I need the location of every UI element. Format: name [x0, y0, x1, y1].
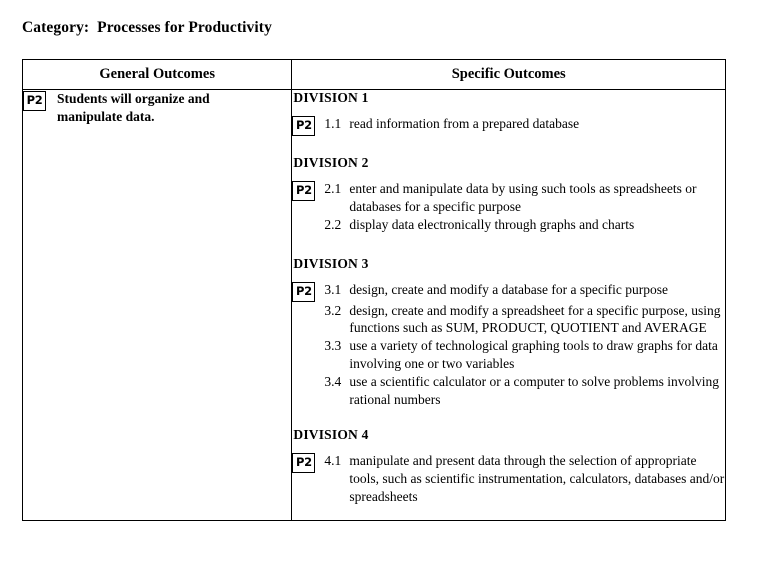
- general-outcome-text: Students will organize and manipulate data.: [57, 91, 210, 124]
- column-header-general-outcomes: General Outcomes: [23, 60, 292, 90]
- outcome-badge-column: [292, 216, 315, 237]
- table-header-row: [23, 60, 726, 90]
- p2-badge-icon: P2: [292, 282, 315, 302]
- outcome-number: 1.1: [324, 116, 342, 131]
- general-outcomes-cell: [23, 90, 292, 521]
- badge-spacer: [292, 374, 315, 394]
- outcome-row: [292, 302, 725, 338]
- badge-spacer: [292, 303, 315, 323]
- division-heading: DIVISION 1: [293, 90, 369, 105]
- outcome-row: [292, 216, 725, 237]
- division-heading: DIVISION 2: [293, 155, 369, 170]
- outcome-text: use a variety of technological graphing tools to draw graphs for data involving one or two variables: [349, 338, 718, 371]
- division-heading: DIVISION 4: [293, 427, 369, 443]
- badge-spacer: [292, 338, 315, 358]
- outcome-text: enter and manipulate data by using such tools as spreadsheets or databases for a specific purpose: [349, 181, 697, 214]
- p2-badge-icon: P2: [292, 116, 315, 136]
- outcome-row: [292, 180, 725, 216]
- outcome-badge-column: [292, 452, 315, 473]
- division-block: [292, 90, 725, 136]
- outcome-number: 3.2: [324, 302, 342, 318]
- column-header-specific-outcomes: Specific Outcomes: [292, 60, 726, 90]
- outcomes-table: [22, 59, 726, 521]
- outcome-number: 2.1: [324, 181, 342, 196]
- general-outcome-badge-wrap: [23, 90, 46, 111]
- outcome-text: design, create and modify a database for a specific purpose: [349, 281, 668, 297]
- general-outcome-item: [23, 90, 291, 125]
- division-block: [292, 155, 725, 237]
- badge-spacer: [292, 217, 315, 237]
- outcome-badge-column: [292, 115, 315, 136]
- division-block: [292, 256, 725, 409]
- outcome-row: [292, 115, 725, 136]
- outcome-row: [292, 373, 725, 409]
- divisions-container: [292, 90, 725, 506]
- outcome-text: manipulate and present data through the selection of appropriate tools, such as scientific instrumentation, calculators, databases and/or spreadsheets: [349, 453, 725, 504]
- division-heading: DIVISION 3: [293, 255, 369, 271]
- page-title: Category: Processes for Productivity: [22, 19, 272, 36]
- outcome-badge-column: [292, 180, 315, 201]
- outcome-row: [292, 337, 725, 373]
- p2-badge-icon: P2: [292, 453, 315, 473]
- outcome-text: read information from a prepared database: [349, 116, 580, 131]
- outcome-badge-column: [292, 302, 315, 323]
- outcome-number: 4.1: [324, 453, 342, 469]
- outcome-badge-column: [292, 337, 315, 358]
- outcome-number: 3.3: [324, 338, 342, 354]
- table-row: [23, 90, 726, 521]
- outcome-number: 3.4: [324, 373, 342, 389]
- p2-badge-icon: P2: [23, 91, 46, 111]
- outcome-row: [292, 452, 725, 505]
- outcome-badge-column: [292, 373, 315, 394]
- p2-badge-icon: P2: [292, 181, 315, 201]
- outcome-row: [292, 281, 725, 302]
- outcome-text: use a scientific calculator or a computer to solve problems involving rational numbers: [349, 373, 720, 407]
- outcome-number: 3.1: [324, 281, 342, 297]
- outcome-number: 2.2: [324, 216, 342, 232]
- specific-outcomes-cell: [292, 90, 726, 521]
- outcome-badge-column: [292, 281, 315, 302]
- division-block: [292, 427, 725, 505]
- outcome-text: design, create and modify a spreadsheet for a specific purpose, using functions such as SUM, PRODUCT, QUOTIENT and AVERAGE: [349, 302, 721, 336]
- outcome-text: display data electronically through graphs and charts: [349, 216, 635, 232]
